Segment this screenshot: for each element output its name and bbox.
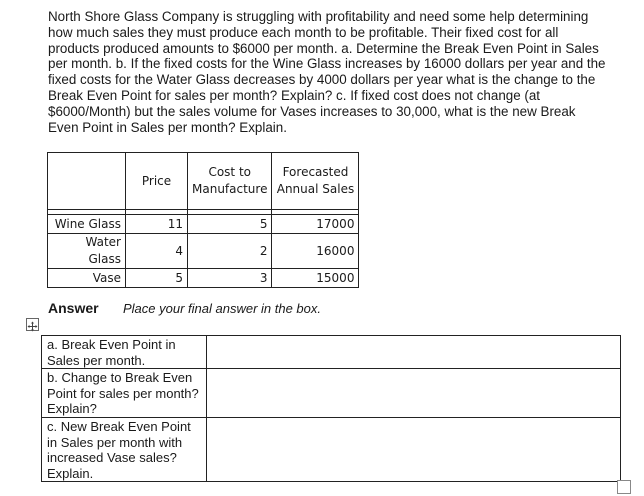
header-cost (188, 153, 272, 210)
answer-label: Answer (48, 300, 99, 316)
product-price: 4 (126, 234, 188, 269)
product-price: 5 (126, 269, 188, 288)
table-resize-handle[interactable] (617, 480, 631, 494)
product-sales: 17000 (272, 215, 359, 234)
product-cost: 2 (188, 234, 272, 269)
answer-question: c. New Break Even Point in Sales per month with increased Vase sales? Explain. (42, 417, 207, 481)
answer-row (42, 369, 621, 418)
table-move-handle-icon[interactable] (26, 318, 39, 331)
product-sales: 16000 (272, 234, 359, 269)
answer-question: b. Change to Break Even Point for sales per month? Explain? (42, 369, 207, 418)
answer-hint: Place your final answer in the box. (123, 301, 321, 316)
product-cost: 3 (188, 269, 272, 288)
header-price (126, 153, 188, 210)
answer-box[interactable] (207, 417, 621, 481)
answer-row (42, 336, 621, 369)
header-empty-cell (48, 153, 126, 210)
answer-question: a. Break Even Point in Sales per month. (42, 336, 207, 369)
table-header-row (48, 153, 359, 210)
move-arrows-icon (27, 321, 38, 332)
header-cost-line1: Cost to (208, 165, 251, 179)
answer-row (42, 417, 621, 481)
table-row (48, 234, 359, 269)
product-sales: 15000 (272, 269, 359, 288)
answer-box[interactable] (207, 369, 621, 418)
problem-statement: North Shore Glass Company is struggling with profitability and need some help determining how much sales they must produce each month to be profitable. Their fixed cost for all products produced amounts to $6000 per month. a. Determine the Break Even Point in Sales per month. b. If the fixed costs for the Wine Glass increases by 16000 dollars per year and the fixed costs for the Water Glass decreases by 4000 dollars per year what is the change to the Break Even Point for sales per month? Explain? c. If fixed cost does not change (at $6000/Month) but the sales volume for Vases increases to 30,000, what is the new Break Even Point in Sales per month? Explain. (48, 9, 606, 135)
table-row (48, 215, 359, 234)
header-sales (272, 153, 359, 210)
product-price: 11 (126, 215, 188, 234)
answer-box[interactable] (207, 336, 621, 369)
header-sales-line2: Annual Sales (276, 182, 355, 196)
product-name: Water Glass (48, 234, 126, 269)
product-data-table (47, 152, 359, 288)
product-name: Vase (48, 269, 126, 288)
header-cost-line2: Manufacture (192, 182, 268, 196)
header-sales-line1: Forecasted (282, 165, 349, 179)
header-price-label: Price (141, 173, 172, 188)
answer-table (41, 335, 621, 482)
product-name: Wine Glass (48, 215, 126, 234)
product-cost: 5 (188, 215, 272, 234)
table-row (48, 269, 359, 288)
